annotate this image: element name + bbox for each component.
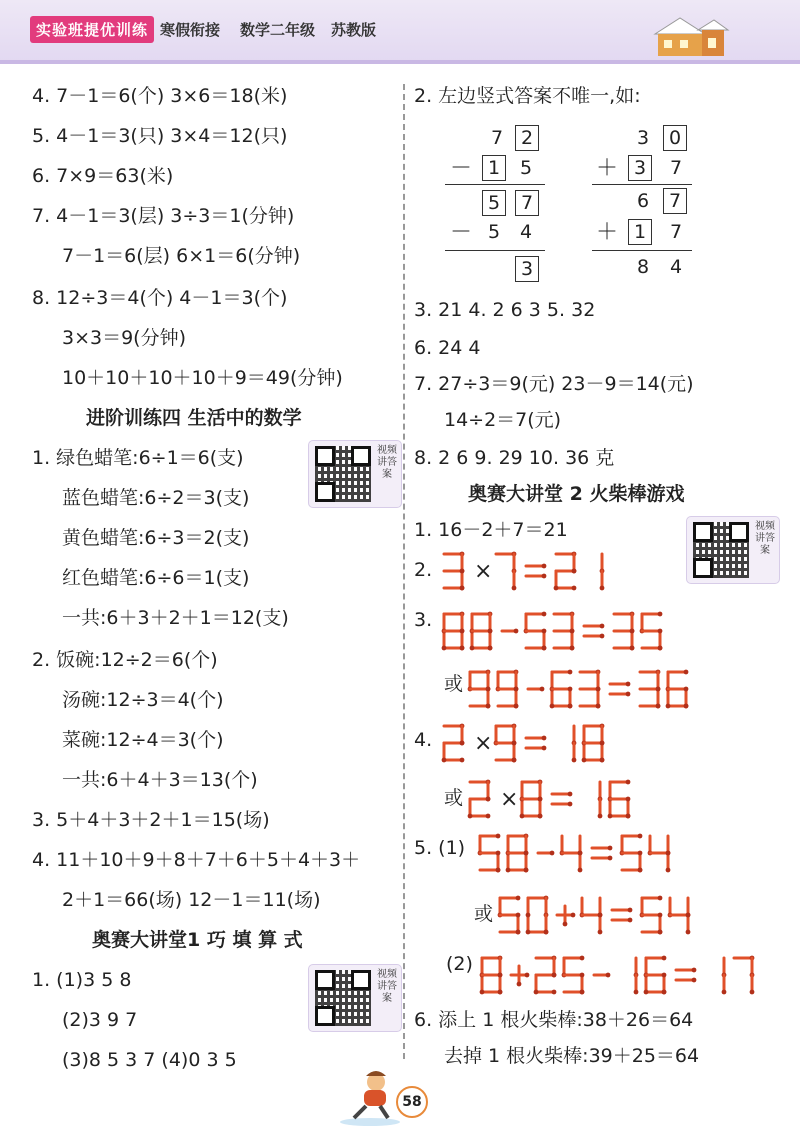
matchstick-equation (440, 610, 680, 654)
section-title-life-math: 进阶训练四 生活中的数学 (86, 407, 302, 429)
matchstick-char (474, 559, 492, 584)
matchstick-char (524, 612, 547, 651)
matchstick-char (496, 670, 519, 709)
matchstick-equation (466, 778, 686, 822)
s3-answer-5-label2: (2) (446, 953, 473, 975)
s3-answer-4-label: 4. (414, 729, 433, 751)
matchstick-char (640, 670, 660, 709)
matchstick-char (442, 612, 465, 651)
matchstick-char (538, 851, 554, 856)
matchstick-equation (440, 722, 660, 766)
r-answer-7-line2: 14÷2＝7(元) (444, 409, 562, 431)
matchstick-equation (496, 894, 716, 938)
matchstick-char (502, 629, 518, 634)
matchstick-char (648, 836, 671, 872)
s3-answer-3-label: 3. (414, 609, 433, 631)
s1-answer-2-line1: 2. 饭碗:12÷2＝6(个) (32, 649, 218, 671)
matchstick-char (722, 958, 727, 994)
header-subject: 数学二年级 (240, 21, 316, 39)
answer-5: 5. 4－1＝3(只) 3×4＝12(只) (32, 125, 288, 147)
matchstick-char (500, 787, 518, 812)
s1-answer-4-line2: 2＋1＝66(场) 12－1＝11(场) (62, 889, 321, 911)
page-number: 58 (396, 1086, 428, 1118)
matchstick-char (550, 670, 573, 709)
series-logo: 实验班提优训练 (30, 16, 154, 43)
s1-answer-2-line4: 一共:6＋4＋3＝13(个) (62, 769, 258, 791)
s1-answer-4-line1: 4. 11＋10＋9＋8＋7＋6＋5＋4＋3＋ (32, 849, 361, 871)
matchstick-char (594, 973, 610, 978)
section-title-fill-formula: 奥赛大讲堂1 巧 填 算 式 (92, 929, 303, 951)
s2-answer-1-line1: 1. (1)3 5 8 (32, 969, 132, 991)
matchstick-char (557, 906, 575, 926)
answer-8-line2: 3×3＝9(分钟) (62, 327, 187, 349)
svg-text:×: × (474, 559, 493, 584)
header-subtitle: 寒假衔接 (160, 21, 221, 39)
matchstick-char (560, 836, 583, 872)
s1-answer-1-line1: 1. 绿色蜡笔:6÷1＝6(支) (32, 447, 244, 469)
answer-8-line3: 10＋10＋10＋10＋9＝49(分钟) (62, 367, 343, 389)
matchstick-equation (476, 832, 696, 876)
r-answer-6: 6. 24 4 (414, 337, 481, 359)
answer-6: 6. 7×9＝63(米) (32, 165, 174, 187)
svg-text:×: × (474, 731, 493, 756)
matchstick-char (478, 834, 501, 873)
r-answer-3-5: 3. 21 4. 2 6 3 5. 32 (414, 299, 596, 321)
matchstick-char (572, 726, 577, 762)
matchstick-char (506, 834, 529, 873)
section-title-matchstick: 奥赛大讲堂 2 火柴棒游戏 (468, 483, 685, 505)
answer-8-line1: 8. 12÷3＝4(个) 4－1＝3(个) (32, 287, 288, 309)
matchstick-char (528, 687, 544, 692)
house-icon (650, 14, 730, 58)
s3-answer-4-or: 或 (444, 787, 464, 809)
answer-7-line1: 7. 4－1＝3(层) 3÷3＝1(分钟) (32, 205, 295, 227)
column-divider (403, 84, 405, 1059)
s1-answer-2-line2: 汤碗:12÷3＝4(个) (62, 689, 224, 711)
s3-answer-5-or: 或 (474, 903, 494, 925)
matchstick-char (600, 554, 605, 590)
matchstick-char (584, 624, 604, 639)
s1-answer-1-line2: 蓝色蜡笔:6÷2＝3(支) (62, 487, 250, 509)
qr-code-video-answer[interactable]: 视频讲答案 (308, 964, 402, 1032)
matchstick-char (734, 956, 754, 995)
matchstick-char (608, 780, 631, 819)
matchstick-char (494, 724, 517, 763)
s3-answer-6-line1: 6. 添上 1 根火柴棒:38＋26＝64 (414, 1009, 694, 1031)
matchstick-char (666, 670, 689, 709)
matchstick-char (468, 670, 491, 709)
header-edition: 苏教版 (331, 21, 377, 39)
matchstick-char (498, 896, 521, 935)
matchstick-char (534, 956, 557, 995)
matchstick-char (592, 846, 612, 861)
matchstick-char (598, 782, 603, 818)
matchstick-char (480, 956, 503, 995)
matchstick-char (511, 966, 529, 986)
s3-answer-3-or: 或 (444, 673, 464, 695)
matchstick-char (582, 724, 605, 763)
matchstick-char (612, 908, 632, 923)
matchstick-char (676, 968, 696, 983)
header-divider (0, 60, 800, 64)
matchstick-char (580, 670, 600, 709)
svg-text:×: × (500, 787, 519, 812)
matchstick-equation (440, 550, 640, 594)
answer-4: 4. 7－1＝6(个) 3×6＝18(米) (32, 85, 288, 107)
qr-code-video-answer[interactable]: 视频讲答案 (308, 440, 402, 508)
s3-answer-5-label: 5. (1) (414, 837, 466, 859)
s1-answer-1-line4: 红色蜡笔:6÷6＝1(支) (62, 567, 250, 589)
matchstick-char (610, 682, 630, 697)
matchstick-char (640, 896, 663, 935)
matchstick-char (442, 724, 465, 763)
matchstick-char (634, 958, 639, 994)
matchstick-char (580, 898, 603, 934)
matchstick-char (526, 896, 549, 935)
r-answer-2: 2. 左边竖式答案不唯一,如: (414, 85, 641, 107)
matchstick-char (470, 612, 493, 651)
s1-answer-1-line3: 黄色蜡笔:6÷3＝2(支) (62, 527, 250, 549)
matchstick-char (620, 834, 643, 873)
matchstick-char (496, 552, 516, 591)
r-answer-7-line1: 7. 27÷3＝9(元) 23－9＝14(元) (414, 373, 694, 395)
matchstick-char (668, 898, 691, 934)
matchstick-char (552, 792, 572, 807)
matchstick-char (554, 552, 577, 591)
matchstick-equation (466, 668, 706, 712)
qr-code-video-answer[interactable]: 视频讲答案 (686, 516, 780, 584)
matchstick-char (444, 552, 464, 591)
answer-7-line2: 7－1＝6(层) 6×1＝6(分钟) (62, 245, 301, 267)
matchstick-char (474, 731, 492, 756)
s3-answer-2-label: 2. (414, 559, 433, 581)
matchstick-char (554, 612, 574, 651)
s3-answer-6-line2: 去掉 1 根火柴棒:39＋25＝64 (444, 1045, 700, 1067)
matchstick-char (526, 564, 546, 579)
r-answer-8-10: 8. 2 6 9. 29 10. 36 克 (414, 447, 615, 469)
matchstick-char (520, 780, 543, 819)
matchstick-char (526, 736, 546, 751)
s1-answer-2-line3: 菜碗:12÷4＝3(个) (62, 729, 224, 751)
matchstick-char (468, 780, 491, 819)
s2-answer-1-line2: (2)3 9 7 (62, 1009, 138, 1031)
matchstick-char (644, 956, 667, 995)
s1-answer-3: 3. 5＋4＋3＋2＋1＝15(场) (32, 809, 270, 831)
s2-answer-1-line3: (3)8 5 3 7 (4)0 3 5 (62, 1049, 237, 1071)
matchstick-equation (478, 954, 738, 998)
matchstick-char (614, 612, 634, 651)
matchstick-char (640, 612, 663, 651)
matchstick-char (562, 956, 585, 995)
s1-answer-1-line5: 一共:6＋3＋2＋1＝12(支) (62, 607, 289, 629)
s3-answer-1: 1. 16－2＋7＝21 (414, 519, 568, 541)
